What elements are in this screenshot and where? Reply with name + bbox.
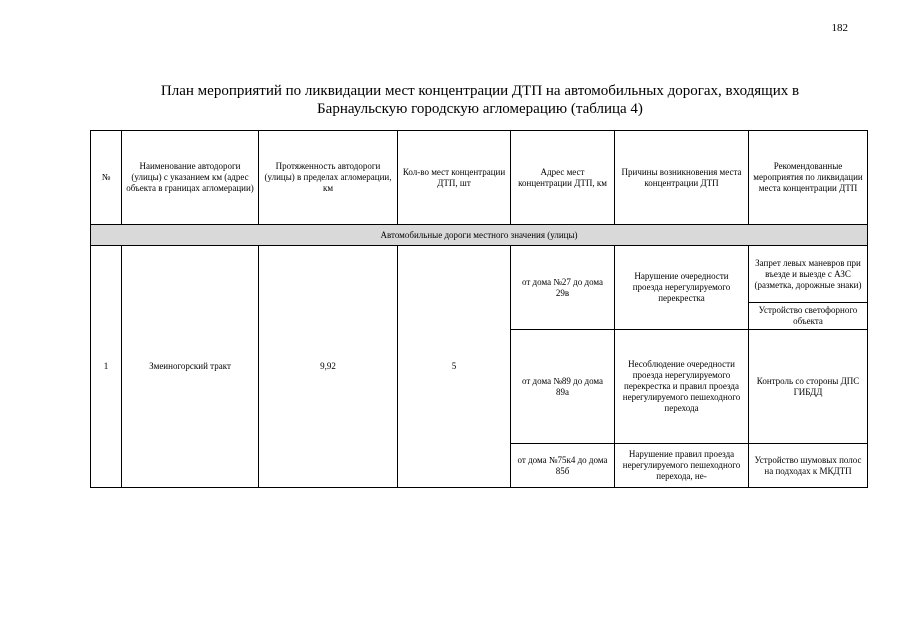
- spot-measure: Устройство шумовых полос на подходах к МКДТП: [749, 444, 868, 488]
- spot-address: от дома №27 до дома 29в: [511, 246, 615, 330]
- road-number: 1: [91, 246, 122, 488]
- spot-cause: Несоблюдение очередности проезда нерегулируемого перекрестка и правил проезда нерегулируемого пешеходного перехода: [615, 330, 749, 444]
- col-header-number: №: [91, 131, 122, 225]
- road-name: Змеиногорский тракт: [122, 246, 259, 488]
- accident-spots-table: [90, 130, 868, 488]
- col-header-measures: Рекомендованные мероприятия по ликвидации места концентрации ДТП: [749, 131, 868, 225]
- col-header-spots-count: Кол-во мест концентрации ДТП, шт: [398, 131, 511, 225]
- col-header-causes: Причины возникновения места концентрации ДТП: [615, 131, 749, 225]
- title-line-1: План мероприятий по ликвидации мест концентрации ДТП на автомобильных дорогах, входящих в: [160, 83, 800, 99]
- spot-cause: Нарушение очередности проезда нерегулируемого перекрестка: [615, 246, 749, 330]
- page-number: 182: [831, 22, 848, 34]
- spot-cause: Нарушение правил проезда нерегулируемого пешеходного перехода, не-: [615, 444, 749, 488]
- spot-measure: Запрет левых маневров при въезде и выезде с АЗС (разметка, дорожные знаки): [749, 246, 868, 303]
- spot-measure: Контроль со стороны ДПС ГИБДД: [749, 330, 868, 444]
- spot-address: от дома №75к4 до дома 85б: [511, 444, 615, 488]
- col-header-length: Протяженность автодороги (улицы) в пределах агломерации, км: [259, 131, 398, 225]
- section-row: [91, 225, 868, 246]
- spot-address: от дома №89 до дома 89а: [511, 330, 615, 444]
- table-header-row: [91, 131, 868, 225]
- title-line-2: Барнаульскую городскую агломерацию (таблица 4): [317, 101, 643, 117]
- spot-measure: Устройство светофорного объекта: [749, 303, 868, 330]
- table-row: [91, 246, 868, 303]
- col-header-road-name: Наименование автодороги (улицы) с указанием км (адрес объекта в границах агломерации): [122, 131, 259, 225]
- section-title: Автомобильные дороги местного значения (улицы): [91, 225, 868, 246]
- page-title: [95, 82, 865, 118]
- spots-count: 5: [398, 246, 511, 488]
- road-length: 9,92: [259, 246, 398, 488]
- col-header-address: Адрес мест концентрации ДТП, км: [511, 131, 615, 225]
